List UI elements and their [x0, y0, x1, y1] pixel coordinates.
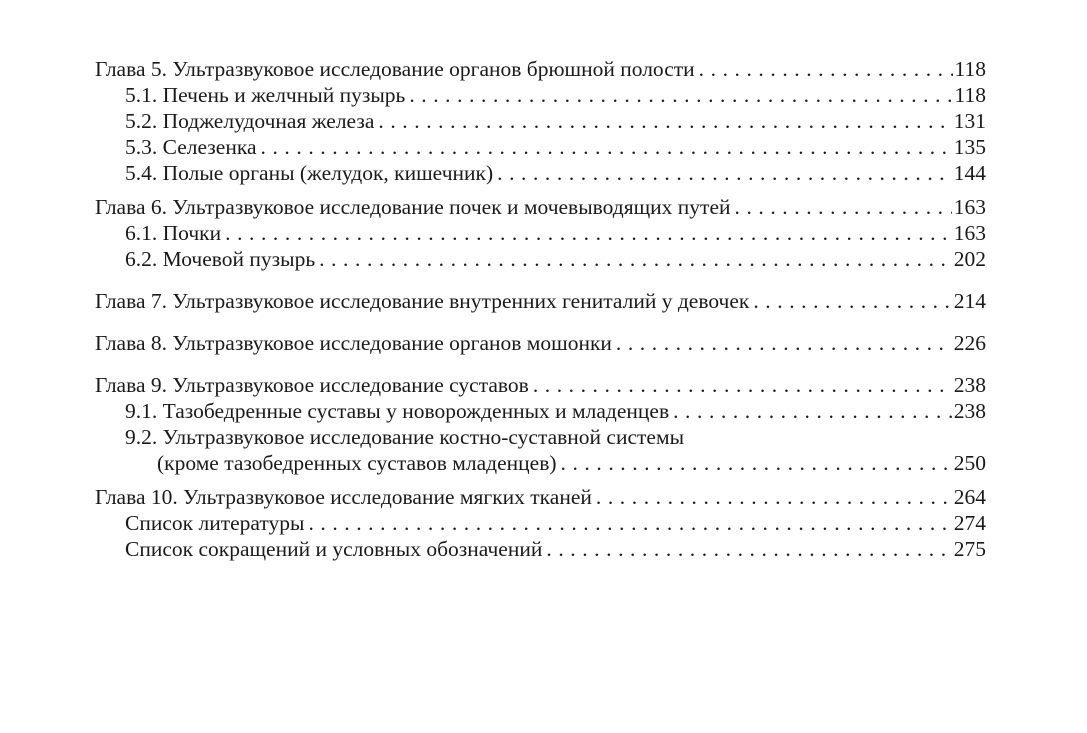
toc-entry-title: 9.1. Тазобедренные суставы у новорожденных и младенцев — [125, 398, 673, 424]
toc-entry-title: Список сокращений и условных обозначений — [125, 536, 546, 562]
toc-entry-page: 144 — [953, 161, 986, 185]
toc-entry-title: (кроме тазобедренных суставов младенцев) — [157, 450, 561, 476]
dot-leader — [319, 246, 952, 272]
toc-entry-title: Список литературы — [125, 510, 308, 536]
table-of-contents — [95, 56, 986, 562]
toc-entry-chapter-7[interactable] — [95, 288, 986, 314]
toc-entry-chapter-5[interactable] — [95, 56, 986, 82]
dot-leader — [561, 450, 952, 476]
dot-leader — [497, 160, 952, 186]
dot-leader — [225, 220, 952, 246]
toc-entry-title: Глава 9. Ультразвуковое исследование суставов — [95, 372, 533, 398]
dot-leader — [308, 510, 951, 536]
toc-entry-page: 264 — [953, 485, 986, 509]
toc-entry-title: 5.2. Поджелудочная железа — [125, 108, 378, 134]
toc-entry-5-2[interactable] — [95, 108, 986, 134]
toc-entry-page: 214 — [953, 289, 986, 313]
toc-entry-page: 163 — [953, 195, 986, 219]
dot-leader — [533, 372, 952, 398]
dot-leader — [699, 56, 953, 82]
dot-leader — [546, 536, 951, 562]
toc-entry-9-1[interactable] — [95, 398, 986, 424]
toc-entry-title: Глава 5. Ультразвуковое исследование органов брюшной полости — [95, 56, 699, 82]
toc-entry-page: 274 — [953, 511, 986, 535]
toc-entry-page: 118 — [954, 57, 986, 81]
toc-entry-chapter-8[interactable] — [95, 330, 986, 356]
toc-entry-5-3[interactable] — [95, 134, 986, 160]
toc-entry-abbreviations[interactable] — [95, 536, 986, 562]
dot-leader — [735, 194, 952, 220]
toc-entry-title: Глава 6. Ультразвуковое исследование почек и мочевыводящих путей — [95, 194, 735, 220]
toc-entry-page: 163 — [953, 221, 986, 245]
toc-entry-title: 5.4. Полые органы (желудок, кишечник) — [125, 160, 497, 186]
toc-entry-page: 250 — [953, 451, 986, 475]
toc-entry-page: 135 — [953, 135, 986, 159]
toc-entry-page: 202 — [953, 247, 986, 271]
dot-leader — [409, 82, 952, 108]
toc-entry-page: 226 — [953, 331, 986, 355]
toc-entry-title: 6.2. Мочевой пузырь — [125, 246, 319, 272]
toc-entry-9-2-first-line[interactable]: 9.2. Ультразвуковое исследование костно-суставной системы — [125, 425, 685, 449]
toc-entry-bibliography[interactable] — [95, 510, 986, 536]
toc-entry-chapter-9[interactable] — [95, 372, 986, 398]
toc-entry-6-1[interactable] — [95, 220, 986, 246]
toc-entry-title: 5.1. Печень и желчный пузырь — [125, 82, 409, 108]
toc-entry-6-2[interactable] — [95, 246, 986, 272]
toc-entry-title: 6.1. Почки — [125, 220, 225, 246]
toc-entry-chapter-6[interactable] — [95, 194, 986, 220]
toc-entry-chapter-10[interactable] — [95, 484, 986, 510]
toc-entry-page: 275 — [953, 537, 986, 561]
toc-entry-5-4[interactable] — [95, 160, 986, 186]
dot-leader — [616, 330, 952, 356]
toc-entry-page: 118 — [954, 83, 986, 107]
dot-leader — [261, 134, 952, 160]
toc-entry-title: Глава 7. Ультразвуковое исследование внутренних гениталий у девочек — [95, 288, 753, 314]
dot-leader — [596, 484, 952, 510]
toc-entry-title: Глава 8. Ультразвуковое исследование органов мошонки — [95, 330, 616, 356]
toc-entry-page: 131 — [953, 109, 986, 133]
toc-entry-9-2[interactable] — [95, 450, 986, 476]
toc-entry-page: 238 — [953, 399, 986, 423]
toc-entry-title: 5.3. Селезенка — [125, 134, 261, 160]
toc-entry-title: Глава 10. Ультразвуковое исследование мягких тканей — [95, 484, 596, 510]
toc-entry-5-1[interactable] — [95, 82, 986, 108]
toc-entry-page: 238 — [953, 373, 986, 397]
dot-leader — [378, 108, 951, 134]
dot-leader — [673, 398, 952, 424]
dot-leader — [753, 288, 951, 314]
